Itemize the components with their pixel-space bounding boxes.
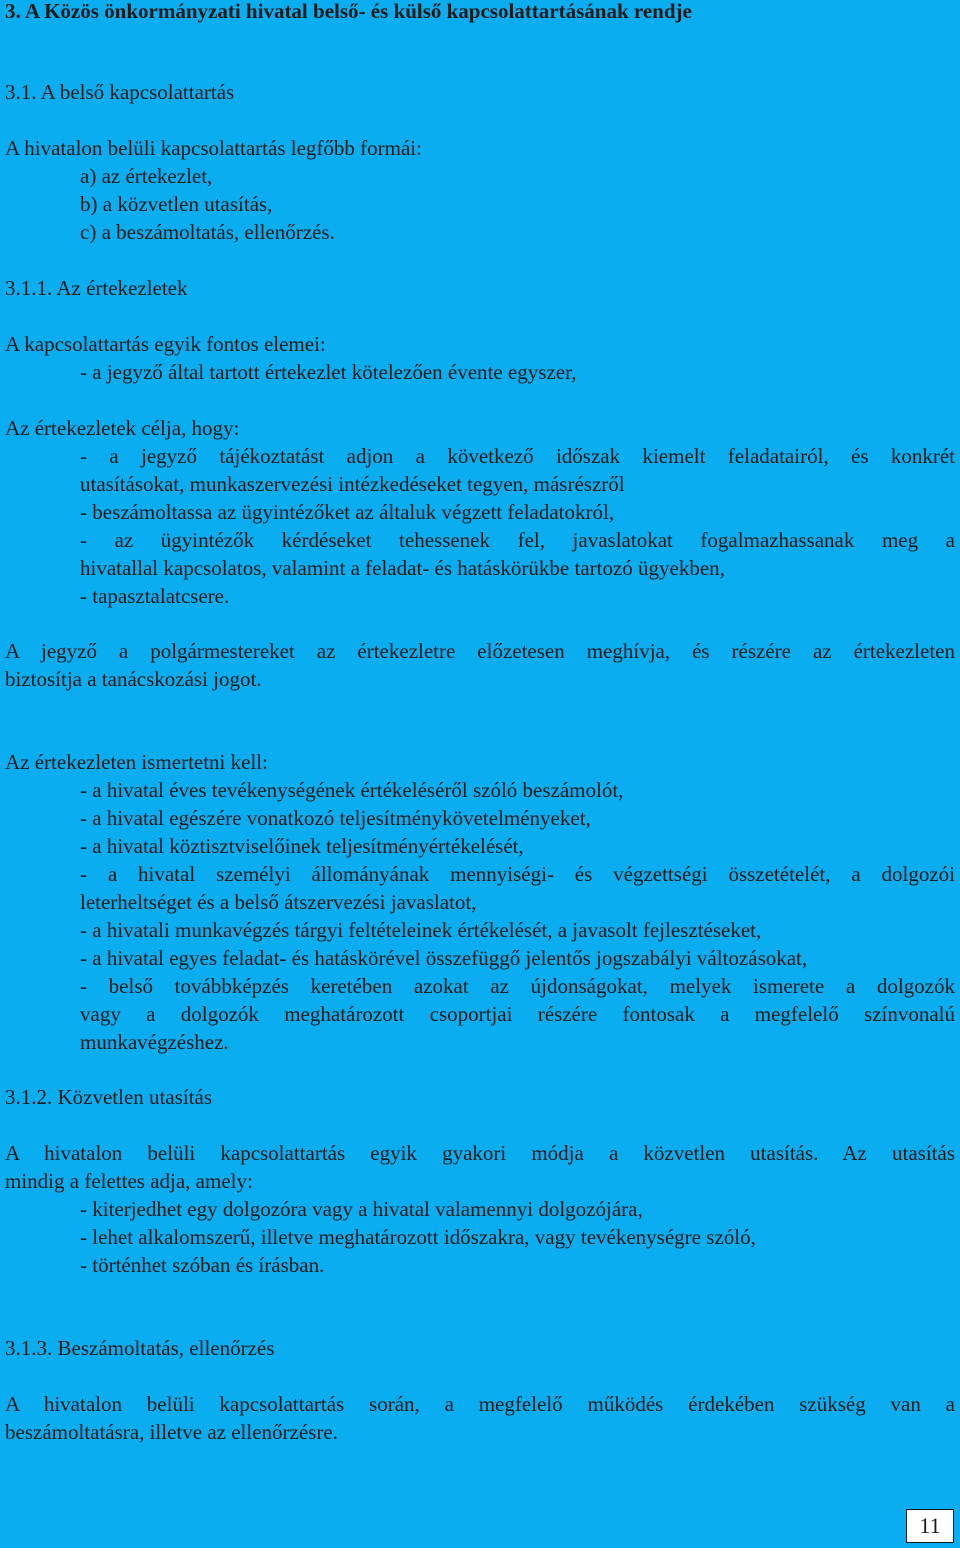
list-item: - a jegyző által tartott értekezlet kötelezően évente egyszer, [80,360,577,384]
paragraph-line: A jegyző a polgármestereket az értekezletre előzetesen meghívja, és részére az értekezleten [5,639,955,663]
page-number: 11 [906,1509,954,1543]
list-item: - a hivatali munkavégzés tárgyi feltételeinek értékelését, a javasolt fejlesztéseket, [80,918,762,942]
list-item: a) az értekezlet, [80,164,213,188]
list-item-continuation: utasításokat, munkaszervezési intézkedéseket tegyen, másrészről [80,472,625,496]
paragraph-line: biztosítja a tanácskozási jogot. [5,667,262,691]
list-item: - lehet alkalomszerű, illetve meghatározott időszakra, vagy tevékenységre szóló, [80,1225,756,1249]
list-item: - kiterjedhet egy dolgozóra vagy a hivatal valamennyi dolgozójára, [80,1197,643,1221]
list-item-continuation: vagy a dolgozók meghatározott csoportjai részére fontosak a megfelelő színvonalú [80,1002,955,1026]
paragraph: Az értekezletek célja, hogy: [5,416,240,440]
list-item: - a hivatal személyi állományának mennyiségi- és végzettségi összetételét, a dolgozói [80,862,955,886]
list-item: b) a közvetlen utasítás, [80,192,273,216]
list-item: - az ügyintézők kérdéseket tehessenek fel, javaslatokat fogalmazhassanak meg a [80,528,955,552]
list-item-continuation: leterheltséget és a belső átszervezési javaslatot, [80,890,477,914]
paragraph-line: mindig a felettes adja, amely: [5,1169,253,1193]
list-item: - belső továbbképzés keretében azokat az újdonságokat, melyek ismerete a dolgozók [80,974,955,998]
paragraph: A hivatalon belüli kapcsolattartás legfőbb formái: [5,136,422,160]
subsection-heading: 3.1.1. Az értekezletek [5,276,188,300]
list-item: - a hivatal éves tevékenységének értékeléséről szóló beszámolót, [80,778,624,802]
list-item: - a hivatal egyes feladat- és hatáskörével összefüggő jelentős jogszabályi változásokat, [80,946,808,970]
paragraph: Az értekezleten ismertetni kell: [5,750,268,774]
paragraph-line: A hivatalon belüli kapcsolattartás során, a megfelelő működés érdekében szükség van a [5,1392,955,1416]
list-item: c) a beszámoltatás, ellenőrzés. [80,220,335,244]
list-item: - tapasztalatcsere. [80,584,230,608]
section-heading: 3. A Közös önkormányzati hivatal belső- és külső kapcsolattartásának rendje [5,0,692,23]
list-item: - a hivatal egészére vonatkozó teljesítménykövetelményeket, [80,806,591,830]
subsection-heading: 3.1.3. Beszámoltatás, ellenőrzés [5,1336,275,1360]
paragraph-line: A hivatalon belüli kapcsolattartás egyik gyakori módja a közvetlen utasítás. Az utasítás [5,1141,955,1165]
paragraph: A kapcsolattartás egyik fontos elemei: [5,332,326,356]
list-item-continuation: hivatallal kapcsolatos, valamint a feladat- és hatáskörükbe tartozó ügyekben, [80,556,725,580]
list-item: - beszámoltassa az ügyintézőket az általuk végzett feladatokról, [80,500,615,524]
list-item: - történhet szóban és írásban. [80,1253,325,1277]
subsection-heading: 3.1. A belső kapcsolattartás [5,80,235,104]
paragraph-line: beszámoltatásra, illetve az ellenőrzésre. [5,1420,338,1444]
subsection-heading: 3.1.2. Közvetlen utasítás [5,1085,213,1109]
list-item: - a hivatal köztisztviselőinek teljesítményértékelését, [80,834,524,858]
list-item-continuation: munkavégzéshez. [80,1030,229,1054]
list-item: - a jegyző tájékoztatást adjon a következő időszak kiemelt feladatairól, és konkrét [80,444,955,468]
